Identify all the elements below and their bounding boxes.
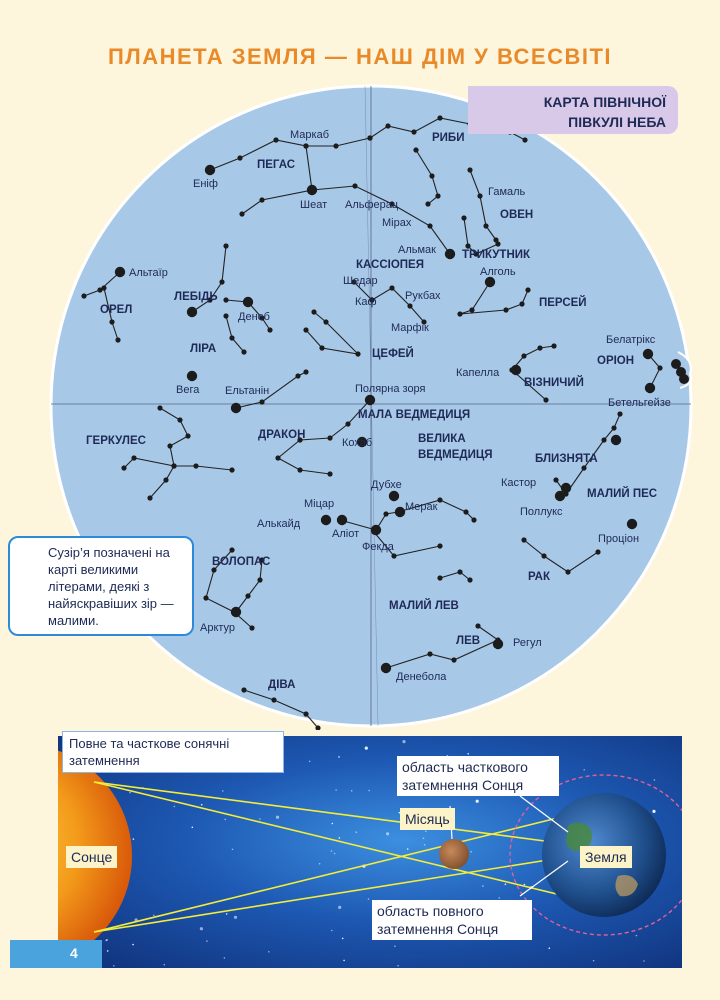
earth-label: Земля [580,846,632,868]
star-dot [413,147,418,152]
star-dot [121,465,126,470]
star-dot [229,335,234,340]
star-label: Денебола [396,671,447,683]
star-dot [237,155,242,160]
star-dot [475,623,480,628]
star-dot [167,443,172,448]
star-dot [471,517,476,522]
constellation-label: ВЕДМЕДИЦЯ [418,449,493,461]
bright-star-dot [187,307,197,317]
star-label: Проціон [598,533,640,545]
star-dot [543,397,548,402]
star-dot [601,437,606,442]
total-eclipse-label: область повного затемнення Сонця [372,900,532,940]
star-label: Кастор [501,477,537,489]
star-label: Регул [513,637,542,649]
star-dot [437,497,442,502]
bright-star-dot [321,515,331,525]
background-star [164,964,166,966]
star-dot [521,353,526,358]
bright-star-dot [205,165,215,175]
star-dot [229,547,234,552]
star-label: Міцар [304,498,335,510]
star-dot [391,553,396,558]
constellation-label: ЛЕБІДЬ [174,291,218,303]
star-label: Фекда [362,541,394,553]
star-dot [565,569,570,574]
bright-star-dot [115,267,125,277]
background-star [482,885,484,887]
background-star [129,792,131,794]
star-dot [101,285,106,290]
star-dot [203,595,208,600]
star-dot [157,405,162,410]
star-dot [323,319,328,324]
star-dot [303,327,308,332]
map-title-line: КАРТА ПІВНІЧНОЇ [543,94,666,110]
star-dot [385,123,390,128]
star-dot [147,495,152,500]
star-dot [245,593,250,598]
star-dot [427,223,432,228]
star-dot [519,301,524,306]
background-star [524,884,526,886]
star-label: Шеат [300,199,328,211]
bright-star-dot [231,607,241,617]
constellation-label: ГЕРКУЛЕС [86,435,146,447]
background-star [276,816,279,819]
legend-callout: Сузір’я позначені на карті великими літерами, деякі з найяскравіших зір — малими. [8,536,194,636]
star-dot [241,349,246,354]
constellation-label: РАК [528,571,550,583]
star-dot [239,211,244,216]
bright-star-dot [627,519,637,529]
background-star [338,906,341,909]
star-dot [297,467,302,472]
star-dot [435,193,440,198]
star-dot [319,345,324,350]
map-title-line: ПІВКУЛІ НЕБА [568,114,666,130]
background-star [105,940,107,942]
page-number: 4 [10,940,102,968]
constellation-label: МАЛИЙ ЛЕВ [389,600,459,612]
star-label: Мерак [405,501,438,513]
constellation-label: ТРИКУТНИК [462,249,531,261]
star-label: Алголь [480,266,516,278]
star-dot [271,697,276,702]
bright-star-dot [371,525,381,535]
background-star [107,950,109,952]
map-title-badge [468,86,678,134]
star-dot [503,307,508,312]
background-star [351,790,353,792]
star-dot [241,687,246,692]
star-label: Алькайд [257,518,301,530]
star-dot [411,129,416,134]
star-dot [465,243,470,248]
star-dot [185,433,190,438]
star-dot [223,243,228,248]
background-star [224,957,226,959]
star-label: Поллукс [520,506,563,518]
background-star [368,790,370,792]
star-label: Шедар [343,275,378,287]
background-star [174,806,176,808]
constellation-label: ОРЕЛ [100,304,133,316]
star-dot [437,543,442,548]
constellation-label: ВОЛОПАС [212,556,271,568]
star-dot [429,173,434,178]
background-star [654,779,656,781]
background-star [200,927,203,930]
moon-label: Місяць [400,808,455,830]
star-dot [273,137,278,142]
background-star [402,740,405,743]
constellation-label: ДІВА [268,679,296,691]
constellation-label: ДРАКОН [258,429,306,441]
star-label: Каф [355,296,377,308]
star-dot [303,369,308,374]
star-dot [407,303,412,308]
star-dot [295,373,300,378]
background-star [331,850,333,852]
star-dot [249,625,254,630]
star-dot [257,577,262,582]
background-star [643,960,645,962]
bright-star-dot [645,383,655,393]
star-label: Ельтанін [225,385,270,397]
star-dot [477,193,482,198]
bright-star-dot [187,371,197,381]
background-star [201,804,203,806]
background-star [206,940,208,942]
star-dot [303,711,308,716]
background-star [224,819,226,821]
background-star [268,951,270,953]
constellation-label: ВЕЛИКА [418,433,466,445]
star-dot [345,421,350,426]
star-dot [229,467,234,472]
background-star [132,944,134,946]
background-star [425,831,427,833]
background-star [505,884,507,886]
eclipse-caption: Повне та часткове сонячні затемнення [62,731,284,773]
background-star [467,753,469,755]
background-star [386,832,389,835]
star-label: Арктур [200,622,236,634]
bright-star-dot [445,249,455,259]
constellation-label: БЛИЗНЯТА [535,453,598,465]
bright-star-dot [231,403,241,413]
constellation-label: МАЛИЙ ПЕС [587,488,658,500]
star-dot [553,477,558,482]
star-label: Альмак [398,244,436,256]
star-dot [457,311,462,316]
star-label: Полярна зоря [355,383,426,395]
background-star [397,965,399,967]
star-dot [541,553,546,558]
background-star [343,960,345,962]
bright-star-dot [381,663,391,673]
star-dot [333,143,338,148]
partial-eclipse-label: область часткового затемнення Сонця [397,756,559,796]
background-star [636,935,638,937]
background-star [652,810,655,813]
star-dot [383,511,388,516]
background-star [226,913,228,915]
background-star [153,915,155,917]
star-dot [115,337,120,342]
bright-star-dot [307,185,317,195]
constellation-label: ЛЕВ [456,635,481,647]
star-label: Еніф [193,178,218,190]
bright-star-dot [337,515,347,525]
background-star [192,827,194,829]
star-dot [275,455,280,460]
star-label: Мірах [382,217,412,229]
constellation-label: ОВЕН [500,209,534,221]
star-dot [483,223,488,228]
star-dot [611,425,616,430]
star-dot [327,435,332,440]
background-star [498,897,500,899]
star-dot [177,417,182,422]
constellation-label: ЦЕФЕЙ [372,348,414,360]
star-dot [437,575,442,580]
background-star [133,838,135,840]
star-dot [425,201,430,206]
bright-star-dot [365,395,375,405]
constellation-label: ОРІОН [597,355,635,367]
moon-icon [439,839,469,869]
star-label: Маркаб [290,129,329,141]
background-star [339,837,341,839]
star-dot [461,215,466,220]
background-star [234,916,237,919]
background-star [470,851,472,853]
star-dot [171,463,176,468]
background-star [335,789,337,791]
background-star [394,945,396,947]
star-label: Марфік [391,322,429,334]
star-dot [259,197,264,202]
star-label: Дубхе [371,479,402,491]
background-star [222,790,224,792]
background-star [549,947,551,949]
background-star [338,756,340,758]
star-label: Денеб [238,311,270,323]
background-star [334,853,336,855]
star-dot [457,569,462,574]
star-dot [81,293,86,298]
background-star [365,747,368,750]
star-dot [467,167,472,172]
star-dot [311,309,316,314]
star-dot [193,463,198,468]
background-star [113,965,115,967]
constellation-label: ВІЗНИЧИЙ [524,377,584,389]
star-dot [223,297,228,302]
star-dot [355,351,360,356]
star-dot [211,567,216,572]
star-dot [352,183,357,188]
background-star [309,761,311,763]
background-star [259,818,261,820]
star-label: Альтаїр [129,267,168,279]
star-label: Вега [176,384,200,396]
background-star [332,823,334,825]
star-dot [537,345,542,350]
star-dot [495,241,500,246]
background-star [232,849,234,851]
background-star [319,863,321,865]
constellation-label: ЛІРА [190,343,217,355]
star-dot [525,287,530,292]
constellation-label: МАЛА ВЕДМЕДИЦЯ [358,409,471,421]
bright-star-dot [485,277,495,287]
bright-star-dot [643,349,653,359]
star-label: Капелла [456,367,500,379]
star-dot [469,307,474,312]
star-label: Гамаль [488,186,526,198]
star-dot [303,143,308,148]
background-star [407,848,409,850]
constellation-label: КАССІОПЕЯ [356,259,424,271]
star-dot [437,115,442,120]
constellation-label: РИБИ [432,132,465,144]
star-dot [617,411,622,416]
star-dot [223,313,228,318]
star-dot [427,651,432,656]
star-dot [522,137,527,142]
star-label: Рукбах [405,290,441,302]
star-dot [219,279,224,284]
background-star [583,769,585,771]
star-dot [109,319,114,324]
star-dot [521,537,526,542]
star-label: Альферац [345,199,399,211]
star-label: Кохаб [342,437,373,449]
background-star [424,844,426,846]
star-dot [657,365,662,370]
star-dot [367,135,372,140]
star-dot [463,509,468,514]
bright-star-dot [243,297,253,307]
background-star [356,831,358,833]
constellation-label: ПЕГАС [257,159,296,171]
bright-star-dot [493,639,503,649]
star-dot [581,465,586,470]
background-star [593,960,595,962]
page-title: ПЛАНЕТА ЗЕМЛЯ — НАШ ДІМ У ВСЕСВІТІ [107,44,613,69]
bright-star-dot [389,491,399,501]
star-dot [163,477,168,482]
star-dot [595,549,600,554]
star-dot [389,285,394,290]
sun-label: Сонце [66,846,117,868]
background-star [368,898,370,900]
constellation-label: ПЕРСЕЙ [539,297,587,309]
star-dot [131,455,136,460]
bright-star-dot [395,507,405,517]
star-label: Аліот [332,528,360,540]
star-dot [327,471,332,476]
background-star [331,930,333,932]
star-label: Бетельгейзе [608,397,671,409]
star-dot [267,327,272,332]
star-dot [467,577,472,582]
bright-star-dot [561,483,571,493]
bright-star-dot [611,435,621,445]
bright-star-dot [511,365,521,375]
star-dot [679,374,689,384]
background-star [476,800,479,803]
background-star [423,838,425,840]
star-dot [451,657,456,662]
star-label: Белатрікс [606,334,656,346]
star-dot [259,399,264,404]
background-star [342,938,344,940]
star-dot [551,343,556,348]
